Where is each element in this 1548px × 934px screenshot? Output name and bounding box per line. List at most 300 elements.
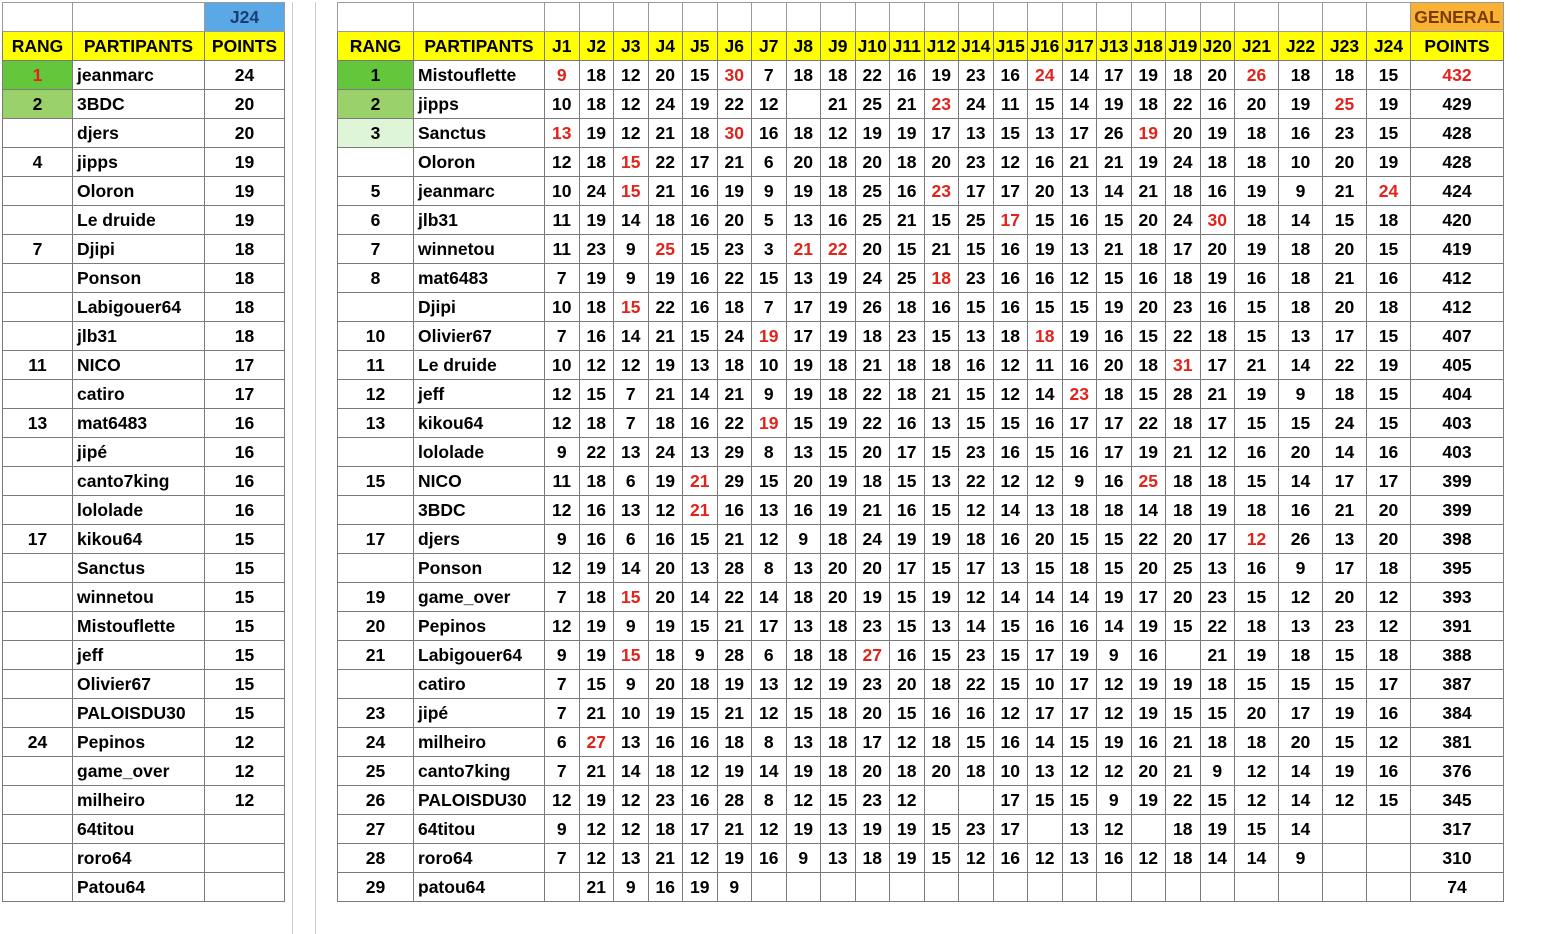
- score-cell[interactable]: 15: [1235, 293, 1279, 322]
- score-cell[interactable]: 23: [1166, 293, 1201, 322]
- score-cell[interactable]: 14: [1028, 380, 1063, 409]
- column-header[interactable]: J9: [821, 32, 856, 61]
- score-cell[interactable]: 19: [1097, 293, 1132, 322]
- score-cell[interactable]: 12: [1028, 467, 1063, 496]
- score-cell[interactable]: 23: [855, 612, 890, 641]
- score-cell[interactable]: 11: [545, 235, 580, 264]
- score-cell[interactable]: 14: [1028, 583, 1063, 612]
- empty-cell[interactable]: [648, 3, 683, 32]
- score-cell[interactable]: 13: [993, 554, 1028, 583]
- score-cell[interactable]: 13: [1279, 322, 1323, 351]
- score-cell[interactable]: 21: [717, 525, 752, 554]
- column-header[interactable]: J1: [545, 32, 580, 61]
- score-cell[interactable]: 15: [1367, 786, 1411, 815]
- column-header[interactable]: RANG: [338, 32, 414, 61]
- rank-cell[interactable]: [3, 757, 73, 786]
- score-cell[interactable]: 20: [1131, 206, 1166, 235]
- score-cell[interactable]: 20: [1028, 177, 1063, 206]
- score-cell[interactable]: 17: [1279, 699, 1323, 728]
- score-cell[interactable]: 12: [752, 815, 787, 844]
- score-cell[interactable]: 15: [1028, 554, 1063, 583]
- score-cell[interactable]: 10: [752, 351, 787, 380]
- participant-name[interactable]: NICO: [73, 351, 205, 380]
- score-cell[interactable]: 9: [1279, 554, 1323, 583]
- score-cell[interactable]: 21: [1200, 380, 1235, 409]
- score-cell[interactable]: 19: [717, 177, 752, 206]
- column-header[interactable]: J24: [1367, 32, 1411, 61]
- participant-name[interactable]: Ponson: [73, 264, 205, 293]
- score-cell[interactable]: 23: [855, 670, 890, 699]
- score-cell[interactable]: 15: [1097, 525, 1132, 554]
- score-cell[interactable]: 16: [786, 496, 821, 525]
- score-cell[interactable]: [855, 873, 890, 902]
- total-points-cell[interactable]: 412: [1411, 293, 1504, 322]
- score-cell[interactable]: 15: [752, 264, 787, 293]
- column-header[interactable]: J10: [855, 32, 890, 61]
- score-cell[interactable]: 23: [924, 177, 959, 206]
- score-cell[interactable]: 9: [683, 641, 718, 670]
- score-cell[interactable]: 23: [924, 90, 959, 119]
- points-cell[interactable]: 17: [205, 380, 285, 409]
- score-cell[interactable]: 19: [1235, 235, 1279, 264]
- score-cell[interactable]: 22: [1131, 525, 1166, 554]
- score-cell[interactable]: 16: [579, 322, 614, 351]
- rank-cell[interactable]: [338, 554, 414, 583]
- rank-cell[interactable]: [338, 496, 414, 525]
- score-cell[interactable]: 24: [1166, 148, 1201, 177]
- score-cell[interactable]: 29: [717, 467, 752, 496]
- score-cell[interactable]: [1323, 873, 1367, 902]
- score-cell[interactable]: 22: [855, 409, 890, 438]
- score-cell[interactable]: 16: [1062, 612, 1097, 641]
- points-cell[interactable]: 16: [205, 438, 285, 467]
- rank-cell[interactable]: [3, 177, 73, 206]
- score-cell[interactable]: 28: [717, 641, 752, 670]
- score-cell[interactable]: 9: [1062, 467, 1097, 496]
- rank-cell[interactable]: [3, 641, 73, 670]
- score-cell[interactable]: 21: [579, 699, 614, 728]
- score-cell[interactable]: 13: [683, 438, 718, 467]
- score-cell[interactable]: 16: [1367, 699, 1411, 728]
- score-cell[interactable]: 17: [993, 786, 1028, 815]
- participant-name[interactable]: 3BDC: [414, 496, 545, 525]
- score-cell[interactable]: 15: [1062, 786, 1097, 815]
- total-points-cell[interactable]: 376: [1411, 757, 1504, 786]
- score-cell[interactable]: 18: [1166, 496, 1201, 525]
- rank-cell[interactable]: [3, 873, 73, 902]
- score-cell[interactable]: 21: [1062, 148, 1097, 177]
- score-cell[interactable]: 23: [959, 815, 994, 844]
- score-cell[interactable]: 15: [890, 235, 925, 264]
- score-cell[interactable]: 17: [1166, 235, 1201, 264]
- score-cell[interactable]: 22: [821, 235, 856, 264]
- score-cell[interactable]: 14: [683, 380, 718, 409]
- score-cell[interactable]: 22: [1200, 612, 1235, 641]
- score-cell[interactable]: 21: [683, 496, 718, 525]
- total-points-cell[interactable]: 399: [1411, 496, 1504, 525]
- participant-name[interactable]: jipé: [414, 699, 545, 728]
- score-cell[interactable]: [1235, 873, 1279, 902]
- score-cell[interactable]: 14: [752, 757, 787, 786]
- score-cell[interactable]: 7: [545, 583, 580, 612]
- empty-cell[interactable]: [545, 3, 580, 32]
- participant-name[interactable]: Pepinos: [73, 728, 205, 757]
- score-cell[interactable]: 7: [545, 699, 580, 728]
- points-cell[interactable]: 16: [205, 467, 285, 496]
- score-cell[interactable]: 20: [1235, 699, 1279, 728]
- empty-cell[interactable]: [3, 3, 73, 32]
- score-cell[interactable]: 16: [1131, 728, 1166, 757]
- score-cell[interactable]: 15: [993, 409, 1028, 438]
- score-cell[interactable]: [924, 786, 959, 815]
- score-cell[interactable]: 12: [1097, 815, 1132, 844]
- score-cell[interactable]: 14: [614, 322, 649, 351]
- empty-cell[interactable]: [1028, 3, 1063, 32]
- score-cell[interactable]: 23: [959, 264, 994, 293]
- score-cell[interactable]: 21: [821, 90, 856, 119]
- score-cell[interactable]: 21: [648, 119, 683, 148]
- score-cell[interactable]: 12: [614, 786, 649, 815]
- score-cell[interactable]: 18: [1279, 235, 1323, 264]
- score-cell[interactable]: 18: [1131, 90, 1166, 119]
- score-cell[interactable]: 13: [614, 438, 649, 467]
- score-cell[interactable]: 27: [579, 728, 614, 757]
- points-cell[interactable]: 15: [205, 525, 285, 554]
- rank-cell[interactable]: 21: [338, 641, 414, 670]
- score-cell[interactable]: 12: [614, 90, 649, 119]
- score-cell[interactable]: 19: [683, 90, 718, 119]
- score-cell[interactable]: 12: [786, 670, 821, 699]
- score-cell[interactable]: 17: [959, 177, 994, 206]
- score-cell[interactable]: [1279, 873, 1323, 902]
- score-cell[interactable]: 15: [1028, 786, 1063, 815]
- score-cell[interactable]: 13: [1279, 612, 1323, 641]
- score-cell[interactable]: 24: [855, 264, 890, 293]
- participant-name[interactable]: game_over: [414, 583, 545, 612]
- empty-cell[interactable]: [786, 3, 821, 32]
- rank-cell[interactable]: 4: [3, 148, 73, 177]
- score-cell[interactable]: 19: [648, 264, 683, 293]
- score-cell[interactable]: 18: [683, 670, 718, 699]
- score-cell[interactable]: 16: [1062, 351, 1097, 380]
- score-cell[interactable]: 15: [1062, 293, 1097, 322]
- score-cell[interactable]: 16: [1235, 554, 1279, 583]
- score-cell[interactable]: 18: [1235, 206, 1279, 235]
- score-cell[interactable]: 21: [648, 380, 683, 409]
- score-cell[interactable]: 13: [683, 351, 718, 380]
- score-cell[interactable]: 23: [959, 438, 994, 467]
- rank-cell[interactable]: [338, 148, 414, 177]
- column-header[interactable]: PARTIPANTS: [73, 32, 205, 61]
- score-cell[interactable]: 12: [545, 554, 580, 583]
- score-cell[interactable]: 17: [786, 322, 821, 351]
- score-cell[interactable]: 3: [752, 235, 787, 264]
- score-cell[interactable]: 16: [1062, 438, 1097, 467]
- rank-cell[interactable]: [3, 786, 73, 815]
- score-cell[interactable]: 16: [648, 525, 683, 554]
- column-header[interactable]: RANG: [3, 32, 73, 61]
- score-cell[interactable]: 21: [924, 235, 959, 264]
- score-cell[interactable]: 24: [959, 90, 994, 119]
- empty-cell[interactable]: [821, 3, 856, 32]
- score-cell[interactable]: 21: [648, 177, 683, 206]
- score-cell[interactable]: 19: [1062, 322, 1097, 351]
- participant-name[interactable]: Olivier67: [414, 322, 545, 351]
- total-points-cell[interactable]: 393: [1411, 583, 1504, 612]
- score-cell[interactable]: 18: [579, 90, 614, 119]
- score-cell[interactable]: 22: [1166, 786, 1201, 815]
- score-cell[interactable]: 15: [924, 815, 959, 844]
- score-cell[interactable]: 18: [821, 757, 856, 786]
- score-cell[interactable]: 7: [545, 264, 580, 293]
- score-cell[interactable]: 15: [924, 322, 959, 351]
- participant-name[interactable]: jipé: [73, 438, 205, 467]
- rank-cell[interactable]: 8: [338, 264, 414, 293]
- participant-name[interactable]: catiro: [73, 380, 205, 409]
- rank-cell[interactable]: [3, 438, 73, 467]
- score-cell[interactable]: 16: [821, 206, 856, 235]
- score-cell[interactable]: 20: [1028, 525, 1063, 554]
- score-cell[interactable]: 19: [1131, 148, 1166, 177]
- score-cell[interactable]: 17: [752, 612, 787, 641]
- score-cell[interactable]: 17: [993, 815, 1028, 844]
- score-cell[interactable]: 17: [1062, 409, 1097, 438]
- score-cell[interactable]: 13: [786, 264, 821, 293]
- participant-name[interactable]: djers: [414, 525, 545, 554]
- score-cell[interactable]: 18: [786, 583, 821, 612]
- score-cell[interactable]: 12: [1235, 757, 1279, 786]
- points-cell[interactable]: 15: [205, 670, 285, 699]
- score-cell[interactable]: 19: [1235, 641, 1279, 670]
- score-cell[interactable]: 19: [717, 844, 752, 873]
- score-cell[interactable]: 16: [924, 699, 959, 728]
- score-cell[interactable]: 10: [545, 90, 580, 119]
- score-cell[interactable]: 22: [1166, 90, 1201, 119]
- column-header[interactable]: J7: [752, 32, 787, 61]
- score-cell[interactable]: 15: [1097, 554, 1132, 583]
- participant-name[interactable]: mat6483: [414, 264, 545, 293]
- total-points-cell[interactable]: 310: [1411, 844, 1504, 873]
- score-cell[interactable]: 15: [1028, 438, 1063, 467]
- score-cell[interactable]: 6: [614, 467, 649, 496]
- score-cell[interactable]: 18: [890, 380, 925, 409]
- score-cell[interactable]: 18: [1166, 61, 1201, 90]
- score-cell[interactable]: 18: [1367, 293, 1411, 322]
- score-cell[interactable]: 19: [579, 612, 614, 641]
- participant-name[interactable]: Le druide: [414, 351, 545, 380]
- score-cell[interactable]: 9: [614, 612, 649, 641]
- score-cell[interactable]: 21: [579, 873, 614, 902]
- score-cell[interactable]: 13: [821, 844, 856, 873]
- rank-cell[interactable]: [338, 438, 414, 467]
- score-cell[interactable]: 20: [1279, 728, 1323, 757]
- score-cell[interactable]: 12: [648, 496, 683, 525]
- total-points-cell[interactable]: 419: [1411, 235, 1504, 264]
- score-cell[interactable]: 22: [648, 293, 683, 322]
- score-cell[interactable]: 15: [1235, 670, 1279, 699]
- score-cell[interactable]: 22: [579, 438, 614, 467]
- score-cell[interactable]: 17: [993, 206, 1028, 235]
- score-cell[interactable]: 16: [683, 177, 718, 206]
- score-cell[interactable]: 12: [614, 815, 649, 844]
- column-header[interactable]: J2: [579, 32, 614, 61]
- score-cell[interactable]: 26: [855, 293, 890, 322]
- score-cell[interactable]: 18: [579, 61, 614, 90]
- score-cell[interactable]: 15: [1235, 322, 1279, 351]
- score-cell[interactable]: 14: [614, 757, 649, 786]
- score-cell[interactable]: 19: [1200, 815, 1235, 844]
- column-header[interactable]: J3: [614, 32, 649, 61]
- score-cell[interactable]: 15: [1200, 786, 1235, 815]
- points-cell[interactable]: [205, 873, 285, 902]
- total-points-cell[interactable]: 403: [1411, 438, 1504, 467]
- score-cell[interactable]: 20: [717, 206, 752, 235]
- score-cell[interactable]: 20: [1200, 61, 1235, 90]
- score-cell[interactable]: 13: [1062, 815, 1097, 844]
- score-cell[interactable]: 16: [1367, 438, 1411, 467]
- score-cell[interactable]: 16: [993, 235, 1028, 264]
- score-cell[interactable]: 14: [1062, 90, 1097, 119]
- participant-name[interactable]: Sanctus: [73, 554, 205, 583]
- score-cell[interactable]: 20: [1166, 525, 1201, 554]
- points-cell[interactable]: [205, 815, 285, 844]
- score-cell[interactable]: 16: [1028, 264, 1063, 293]
- participant-name[interactable]: winnetou: [414, 235, 545, 264]
- score-cell[interactable]: 18: [1367, 641, 1411, 670]
- score-cell[interactable]: 17: [683, 148, 718, 177]
- score-cell[interactable]: 23: [579, 235, 614, 264]
- score-cell[interactable]: 12: [683, 844, 718, 873]
- score-cell[interactable]: 21: [1235, 351, 1279, 380]
- score-cell[interactable]: 18: [1166, 844, 1201, 873]
- score-cell[interactable]: 21: [717, 148, 752, 177]
- score-cell[interactable]: 12: [1323, 786, 1367, 815]
- score-cell[interactable]: 12: [993, 467, 1028, 496]
- score-cell[interactable]: 15: [1367, 380, 1411, 409]
- score-cell[interactable]: 11: [545, 206, 580, 235]
- score-cell[interactable]: 20: [890, 670, 925, 699]
- score-cell[interactable]: 16: [648, 873, 683, 902]
- score-cell[interactable]: 22: [1131, 409, 1166, 438]
- score-cell[interactable]: 18: [683, 119, 718, 148]
- score-cell[interactable]: 9: [752, 177, 787, 206]
- participant-name[interactable]: lololade: [73, 496, 205, 525]
- score-cell[interactable]: 13: [786, 554, 821, 583]
- empty-cell[interactable]: [1200, 3, 1235, 32]
- score-cell[interactable]: 15: [614, 583, 649, 612]
- score-cell[interactable]: 19: [924, 61, 959, 90]
- score-cell[interactable]: 21: [1166, 757, 1201, 786]
- score-cell[interactable]: 12: [752, 90, 787, 119]
- score-cell[interactable]: 23: [717, 235, 752, 264]
- score-cell[interactable]: 15: [993, 641, 1028, 670]
- score-cell[interactable]: 12: [752, 525, 787, 554]
- points-cell[interactable]: 20: [205, 119, 285, 148]
- points-cell[interactable]: 18: [205, 322, 285, 351]
- score-cell[interactable]: 15: [1235, 467, 1279, 496]
- score-cell[interactable]: [1367, 873, 1411, 902]
- score-cell[interactable]: 16: [993, 438, 1028, 467]
- score-cell[interactable]: 19: [1097, 728, 1132, 757]
- score-cell[interactable]: 12: [579, 844, 614, 873]
- score-cell[interactable]: 26: [1279, 525, 1323, 554]
- score-cell[interactable]: 20: [855, 438, 890, 467]
- score-cell[interactable]: 12: [1367, 612, 1411, 641]
- score-cell[interactable]: 15: [924, 641, 959, 670]
- score-cell[interactable]: 20: [855, 148, 890, 177]
- score-cell[interactable]: 17: [1097, 438, 1132, 467]
- score-cell[interactable]: 16: [1028, 148, 1063, 177]
- score-cell[interactable]: 18: [821, 525, 856, 554]
- score-cell[interactable]: 21: [717, 699, 752, 728]
- score-cell[interactable]: 27: [855, 641, 890, 670]
- points-cell[interactable]: 24: [205, 61, 285, 90]
- score-cell[interactable]: 24: [717, 322, 752, 351]
- participant-name[interactable]: game_over: [73, 757, 205, 786]
- score-cell[interactable]: 14: [993, 496, 1028, 525]
- score-cell[interactable]: 15: [890, 583, 925, 612]
- score-cell[interactable]: 20: [1131, 554, 1166, 583]
- score-cell[interactable]: 20: [821, 554, 856, 583]
- score-cell[interactable]: 20: [924, 757, 959, 786]
- score-cell[interactable]: 16: [1279, 119, 1323, 148]
- column-header[interactable]: J22: [1279, 32, 1323, 61]
- score-cell[interactable]: 19: [579, 119, 614, 148]
- score-cell[interactable]: 14: [1323, 438, 1367, 467]
- score-cell[interactable]: 14: [614, 554, 649, 583]
- score-cell[interactable]: 15: [959, 293, 994, 322]
- score-cell[interactable]: 15: [1235, 815, 1279, 844]
- rank-cell[interactable]: 12: [338, 380, 414, 409]
- column-header[interactable]: J8: [786, 32, 821, 61]
- score-cell[interactable]: 11: [1028, 351, 1063, 380]
- total-points-cell[interactable]: 420: [1411, 206, 1504, 235]
- score-cell[interactable]: 19: [648, 612, 683, 641]
- score-cell[interactable]: 15: [1367, 119, 1411, 148]
- score-cell[interactable]: 26: [1235, 61, 1279, 90]
- score-cell[interactable]: 18: [579, 583, 614, 612]
- score-cell[interactable]: 16: [890, 496, 925, 525]
- score-cell[interactable]: 19: [1200, 496, 1235, 525]
- score-cell[interactable]: 15: [1367, 61, 1411, 90]
- score-cell[interactable]: 19: [1131, 699, 1166, 728]
- score-cell[interactable]: 20: [648, 554, 683, 583]
- total-points-cell[interactable]: 381: [1411, 728, 1504, 757]
- points-cell[interactable]: 19: [205, 148, 285, 177]
- score-cell[interactable]: 18: [1279, 264, 1323, 293]
- score-cell[interactable]: 21: [683, 467, 718, 496]
- score-cell[interactable]: 18: [924, 728, 959, 757]
- score-cell[interactable]: 9: [1279, 380, 1323, 409]
- rank-cell[interactable]: [3, 815, 73, 844]
- score-cell[interactable]: 10: [1279, 148, 1323, 177]
- empty-cell[interactable]: [614, 3, 649, 32]
- score-cell[interactable]: 13: [752, 496, 787, 525]
- score-cell[interactable]: 9: [614, 235, 649, 264]
- score-cell[interactable]: 14: [1279, 786, 1323, 815]
- score-cell[interactable]: 19: [717, 757, 752, 786]
- participant-name[interactable]: Le druide: [73, 206, 205, 235]
- score-cell[interactable]: 12: [545, 786, 580, 815]
- rank-cell[interactable]: 25: [338, 757, 414, 786]
- score-cell[interactable]: 21: [717, 815, 752, 844]
- score-cell[interactable]: 15: [993, 670, 1028, 699]
- points-cell[interactable]: 18: [205, 264, 285, 293]
- score-cell[interactable]: 17: [1097, 409, 1132, 438]
- score-cell[interactable]: 20: [855, 235, 890, 264]
- score-cell[interactable]: 15: [890, 467, 925, 496]
- score-cell[interactable]: 19: [1131, 612, 1166, 641]
